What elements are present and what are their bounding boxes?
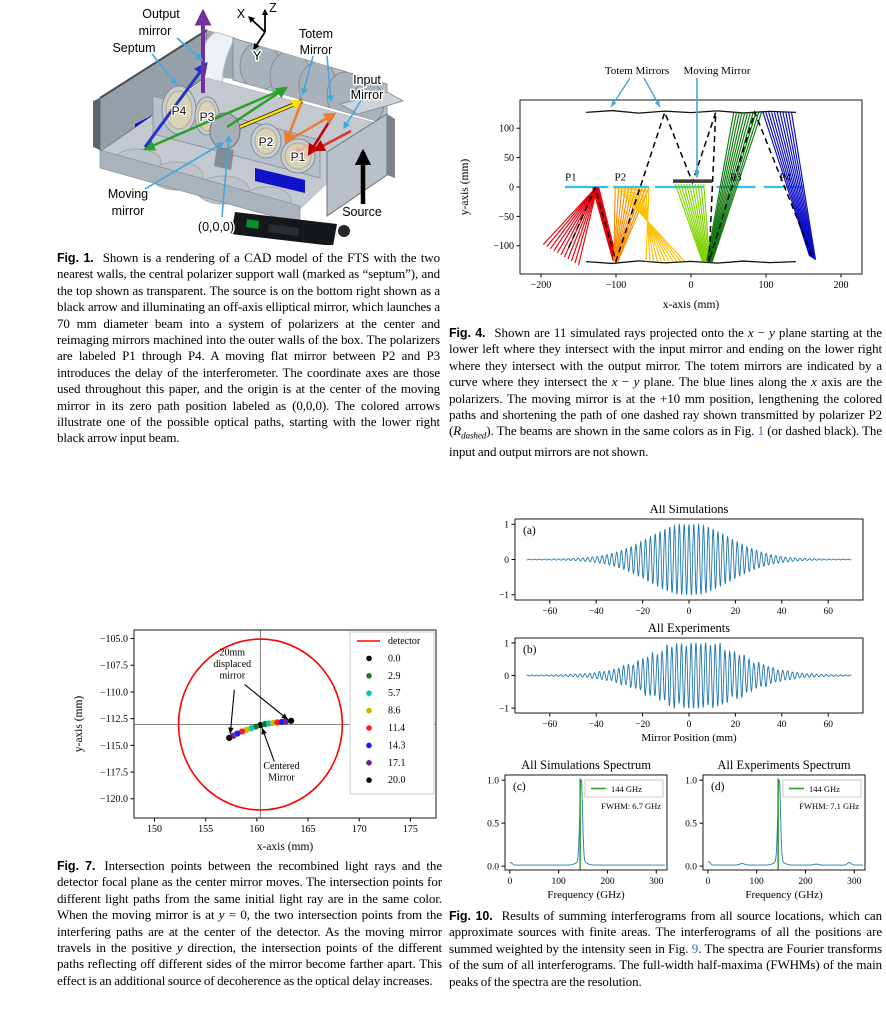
panel-title: All Simulations (649, 505, 729, 516)
y-tick-label: 100 (499, 123, 514, 135)
legend-dot (366, 725, 372, 731)
panel-letter: (a) (523, 525, 536, 537)
legend-label: 5.7 (388, 688, 401, 700)
y-tick-label: 0.5 (487, 819, 499, 830)
panel-title: All Simulations Spectrum (521, 758, 651, 772)
annotation-arrow (230, 690, 234, 734)
x-tick-label: 200 (833, 280, 849, 291)
x-tick-label: 40 (777, 607, 787, 617)
fig1-label: Fig. 1. (57, 251, 94, 265)
x-tick-label: −40 (588, 720, 604, 730)
legend-dot (366, 743, 372, 749)
fig-reference-link[interactable]: 9 (691, 940, 699, 956)
legend-label: 8.6 (388, 705, 401, 717)
y-axis-label: y-axis (mm) (73, 695, 85, 753)
totem-mirror-label: Totem (298, 27, 334, 41)
legend (585, 780, 663, 811)
axis-y-label: Y (252, 49, 262, 63)
x-tick-label: 155 (198, 824, 214, 835)
y-tick-label: 1.0 (685, 776, 697, 787)
x-tick-label: 100 (749, 877, 764, 887)
legend-label: 14.3 (388, 740, 406, 752)
fig1-caption-text: Shown is a rendering of a CAD model of the FTS with the two nearest walls, the central polarizer support wall (marked as “septum”), and the top shown as transparent. The source is on the bottom right shown as a black arrow and illuminating an off-axis elliptical mirror, which launches a 70 mm diameter beam into a system of polarizers at the center and reimaging mirrors machined into the outer walls of the box. The polarizers are labeled P1 through P4. A moving flat mirror between P2 and P3 introduces the delay of the interferometer. The coordinate axes are those used throughout this paper, and the origin is at the center of the moving mirror in its zero path position labeled as (0,0,0). The colored arrows illustrate one of the possible optical paths, starting with the lower right black arrow input beam. (57, 250, 440, 446)
x-tick-label: 60 (823, 720, 833, 730)
fig7-graphic (68, 622, 452, 858)
fwhm-label: FWHM: 6.7 GHz (601, 801, 661, 811)
x-tick-label: 175 (402, 824, 418, 835)
fig10-graphic (449, 505, 881, 903)
fig10-panel-c (487, 758, 667, 901)
x-tick-label: 170 (351, 824, 367, 835)
annotation-arrow (245, 684, 289, 719)
fig7-caption-text: Intersection points between the recombined light rays and the detector focal plane as the center mirror moves. The intersection points for different light paths from the same initial light ray are in the same color. When the moving mirror is at y = 0, the two intersection points from the interfering paths are at the center of the detector. As the moving mirror travels in the positive y direction, the intersection points of the different paths reflecting off different sides of the mirror become farther apart. This effect is an additional source of decoherence as the optical delay increases. (57, 858, 442, 988)
right-wall-edge (387, 114, 395, 178)
panel-title: All Experiments (647, 621, 731, 635)
x-tick-label: 20 (730, 607, 741, 617)
legend (350, 632, 434, 794)
x-tick-label: 200 (600, 877, 615, 887)
p4-label: P4 (171, 104, 187, 118)
fig4-caption-text: Shown are 11 simulated rays projected onto the x − y plane starting at the lower left where they intersect with the input mirror and ending on the lower right where they intersect with the output mirror. The totem mirrors are indicated by a curve where they intersect the x − y plane. The blue lines along the x axis are the polarizers. The moving mirror is at the +10 mm position, lengthening the colored paths and shortening the path of one dashed ray shown transmitted by polarizer P2 $(R_{dashed})$. The beams are shown in the same colors as in Fig. 1 (or dashed black). The input and output mirrors are not shown. (449, 325, 882, 460)
legend-dot (366, 777, 372, 783)
axis-x-label: X (236, 7, 246, 21)
ray (783, 112, 814, 258)
panel-letter: (b) (523, 644, 537, 656)
y-tick-label: −107.5 (99, 660, 128, 672)
x-axis-label: Mirror Position (mm) (641, 732, 737, 744)
intersection-point (288, 718, 294, 724)
ray (780, 112, 813, 258)
legend-label: 144 GHz (809, 784, 840, 794)
polarizer-label: P1 (565, 171, 577, 184)
x-tick-label: 100 (758, 280, 774, 291)
legend-dot (366, 760, 372, 766)
legend-label: 144 GHz (611, 784, 642, 794)
data-line (527, 643, 852, 708)
legend-dot (366, 690, 372, 696)
legend (783, 780, 861, 811)
x-tick-label: −20 (635, 720, 651, 730)
p3-label: P3 (199, 110, 215, 124)
y-tick-label: −117.5 (100, 767, 128, 779)
output-mirror-label2: mirror (138, 24, 172, 38)
panel-letter: (d) (711, 781, 725, 793)
y-tick-label: −120.0 (99, 794, 128, 806)
fig10-caption (449, 908, 882, 990)
fig4-plot-area (543, 111, 815, 266)
left-wall-outer-edge (93, 98, 100, 150)
totem-mirrors-annotation: Totem Mirrors (604, 65, 670, 77)
x-tick-label: 300 (649, 877, 664, 887)
totem-mirror-label2: Mirror (299, 43, 333, 57)
totem-mirror-curve (586, 111, 796, 114)
moving-mirror-label: Moving (107, 187, 149, 201)
x-tick-label: 20 (730, 720, 741, 730)
moving-mirror-label2: mirror (111, 204, 145, 218)
x-tick-label: −40 (588, 607, 604, 617)
x-tick-label: −100 (605, 280, 627, 291)
x-tick-label: 300 (847, 877, 862, 887)
x-tick-label: 160 (249, 824, 265, 835)
fig1-graphic (55, 0, 445, 245)
fig4-graphic (452, 60, 882, 322)
fig-reference-link[interactable]: 1 (757, 423, 764, 439)
legend-label: 20.0 (388, 775, 406, 787)
fig1-cad-svg (55, 0, 445, 245)
axis-z-label: Z (269, 1, 277, 15)
x-tick-label: 0 (686, 607, 692, 617)
output-mirror-label: Output (142, 7, 180, 21)
fig10-label: Fig. 10. (449, 909, 493, 923)
ray-fan (675, 184, 710, 262)
y-tick-label: −115.0 (100, 740, 128, 752)
x-tick-label: 0 (507, 877, 513, 887)
x-axis-label: Frequency (GHz) (745, 889, 823, 901)
x-tick-label: 150 (146, 824, 162, 835)
ray (763, 112, 810, 255)
y-tick-label: −1 (498, 591, 509, 602)
fig10-panel-b (499, 621, 863, 744)
fig7-caption (57, 858, 442, 989)
x-axis-label: x-axis (mm) (662, 299, 720, 311)
panel-letter: (c) (513, 781, 526, 793)
y-tick-label: 1 (504, 639, 509, 650)
x-tick-label: −60 (542, 607, 558, 617)
x-tick-label: 200 (798, 877, 813, 887)
moving-mirror-mount (214, 146, 234, 170)
y-tick-label: −112.5 (100, 714, 128, 726)
polarizer-label: P2 (614, 171, 627, 184)
y-tick-label: 0 (509, 182, 514, 194)
ray (547, 189, 595, 247)
x-axis-label: Frequency (GHz) (547, 889, 625, 901)
y-tick-label: 0 (504, 671, 509, 682)
intersection-point (226, 735, 232, 741)
legend-label: 0.0 (388, 653, 401, 665)
y-tick-label: −105.0 (99, 633, 128, 645)
legend-dot (366, 656, 372, 662)
ray-fan (617, 188, 685, 262)
x-tick-label: 100 (551, 877, 566, 887)
x-tick-label: −200 (530, 280, 552, 291)
x-tick-label: 40 (777, 720, 787, 730)
arrowhead (262, 728, 267, 735)
fwhm-label: FWHM: 7.1 GHz (799, 801, 859, 811)
x-tick-label: 0 (686, 720, 692, 730)
plot-annotation: Centered Mirror (263, 760, 300, 784)
fig7-label: Fig. 7. (57, 859, 96, 873)
fig7-scatter-plot (68, 622, 452, 858)
ray-fan (543, 187, 597, 265)
y-tick-label: 0.5 (685, 819, 697, 830)
input-mirror-label2: Mirror (350, 88, 384, 102)
fig10-panels-svg (449, 505, 881, 903)
polarizer-label: P4 (779, 171, 792, 184)
stage-knob (338, 225, 350, 237)
legend-label: 11.4 (388, 723, 406, 734)
fig4-ray-plot (452, 60, 882, 322)
polarizer-label: P3 (730, 171, 742, 184)
x-tick-label: −60 (542, 720, 558, 730)
y-tick-label: −100 (493, 241, 514, 253)
fig1-caption (57, 250, 440, 447)
source-label: Source (342, 205, 382, 219)
ray (772, 112, 812, 257)
y-tick-label: 50 (504, 153, 514, 165)
legend-label: 17.1 (388, 757, 406, 769)
arrowhead (611, 101, 616, 107)
fig10-panel-a (499, 505, 863, 617)
x-tick-label: 60 (823, 607, 833, 617)
plot-annotation: 20mm displaced mirror (213, 647, 252, 682)
fig10-panel-d (685, 758, 865, 901)
legend-label: detector (388, 636, 421, 647)
y-tick-label: 0 (504, 555, 509, 566)
p1-label: P1 (290, 150, 306, 164)
x-tick-label: 165 (300, 824, 316, 835)
y-tick-label: −50 (498, 211, 514, 223)
y-axis-label: y-axis (mm) (459, 158, 471, 216)
panel-title: All Experiments Spectrum (717, 758, 851, 772)
origin-label: (0,0,0) (197, 220, 235, 234)
x-axis-label: x-axis (mm) (256, 841, 314, 853)
fig4-caption (449, 325, 882, 461)
ray (571, 187, 596, 261)
fig10-caption-text: Results of summing interferograms from all source locations, which can approximate sources with finite areas. The interferograms of all the positions are summed weighted by the intensity seen in Fig. 9. The spectra are Fourier transforms of the sum of all interferograms. The full-width half-maxima (FWHMs) of the main peaks of the spectra are the resolution. (449, 908, 882, 989)
legend-dot (366, 708, 372, 714)
input-mirror-label: Input (353, 73, 381, 87)
y-tick-label: 0.0 (487, 862, 499, 873)
y-tick-label: 0.0 (685, 862, 697, 873)
y-tick-label: −110.0 (100, 687, 128, 699)
ray (774, 112, 812, 257)
y-tick-label: 1 (504, 520, 509, 531)
x-tick-label: 0 (688, 280, 694, 291)
legend-dot (366, 673, 372, 679)
x-tick-label: 0 (705, 877, 711, 887)
y-tick-label: 1.0 (487, 776, 499, 787)
data-line (527, 524, 852, 594)
p2-label: P2 (258, 135, 274, 149)
septum-label: Septum (112, 41, 156, 55)
fig4-label: Fig. 4. (449, 326, 486, 340)
x-tick-label: −20 (635, 607, 651, 617)
y-tick-label: −1 (498, 704, 509, 715)
legend-label: 2.9 (388, 670, 401, 682)
moving-mirror-annotation: Moving Mirror (683, 65, 751, 77)
